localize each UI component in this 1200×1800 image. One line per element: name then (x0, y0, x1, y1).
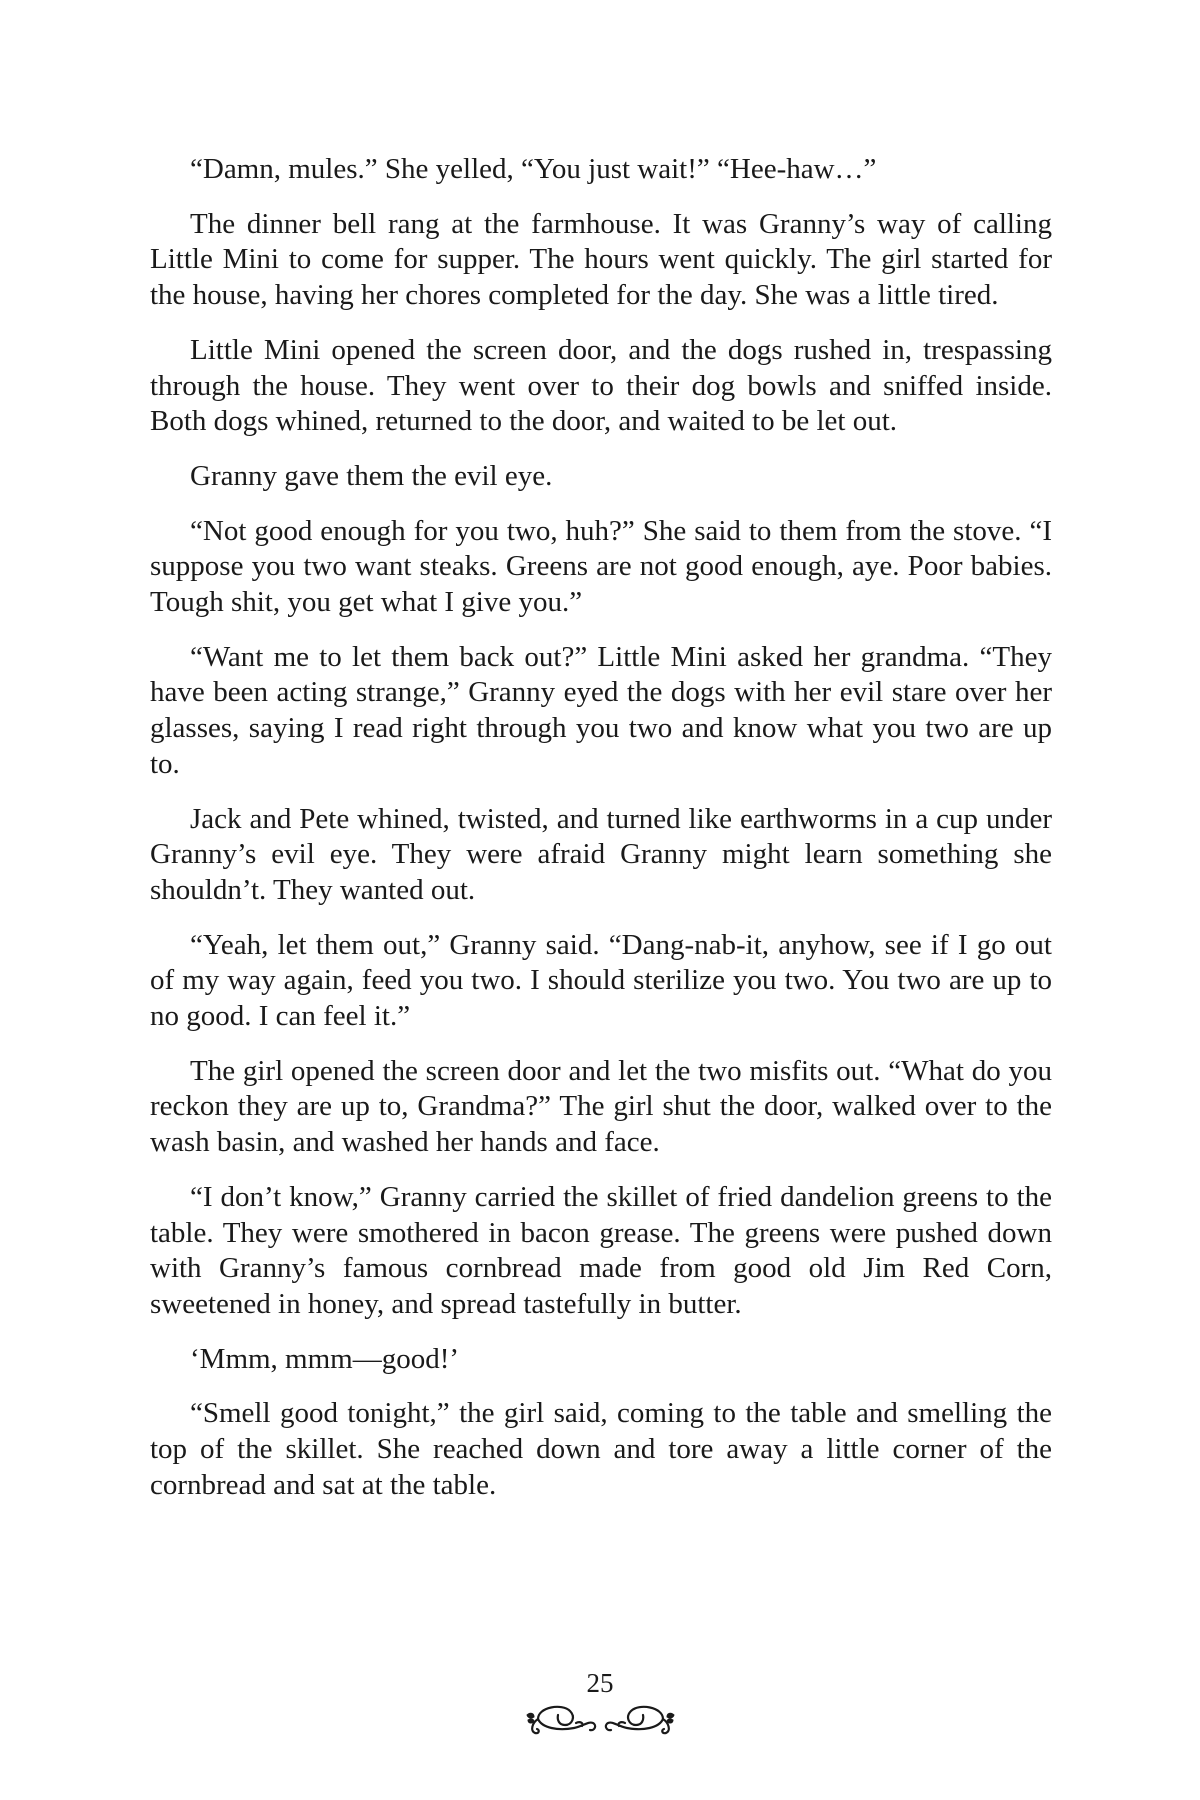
paragraph-9: The girl opened the screen door and let the two misfits out. “What do you reckon they are up to, Grandma?” The girl shut the door, walked over to the wash basin, and washed her hands and face. (150, 1054, 1052, 1159)
body-text (150, 152, 1052, 1504)
paragraph-3: Little Mini opened the screen door, and the dogs rushed in, trespassing through the house. They went over to their dog bowls and sniffed inside. Both dogs whined, returned to the door, and waited to be let out. (150, 333, 1052, 438)
paragraph-1: “Damn, mules.” She yelled, “You just wait!” “Hee-haw…” (190, 153, 877, 185)
paragraph-8: “Yeah, let them out,” Granny said. “Dang-nab-it, anyhow, see if I go out of my way again, feed you two. I should sterilize you two. You two are up to no good. I can feel it.” (150, 928, 1052, 1033)
paragraph-11: ‘Mmm, mmm—good!’ (190, 1342, 460, 1375)
flourish-ornament-icon (522, 1701, 679, 1737)
paragraph-5: “Not good enough for you two, huh?” She said to them from the stove. “I suppose you two want steaks. Greens are not good enough, aye. Poor babies. Tough shit, you get what I give you.” (150, 514, 1052, 619)
paragraph-2: The dinner bell rang at the farmhouse. It was Granny’s way of calling Little Mini to come for supper. The hours went quickly. The girl started for the house, having her chores completed for the day. She was a little tired. (150, 207, 1052, 312)
right-flourish (606, 1707, 674, 1733)
paragraph-10: “I don’t know,” Granny carried the skillet of fried dandelion greens to the table. They were smothered in bacon grease. The greens were pushed down with Granny’s famous cornbread made from good old Jim Red Corn, sweetened in honey, and spread tastefully in butter. (150, 1180, 1052, 1320)
left-flourish (527, 1707, 595, 1733)
page-number: 25 (586, 1668, 614, 1698)
paragraph-12: “Smell good tonight,” the girl said, coming to the table and smelling the top of the skillet. She reached down and tore away a little corner of the cornbread and sat at the table. (150, 1397, 1052, 1501)
paragraph-4: Granny gave them the evil eye. (190, 459, 553, 492)
paragraph-7: Jack and Pete whined, twisted, and turned like earthworms in a cup under Granny’s evil eye. They were afraid Granny might learn something she shouldn’t. They wanted out. (150, 802, 1052, 906)
paragraph-6: “Want me to let them back out?” Little Mini asked her grandma. “They have been acting strange,” Granny eyed the dogs with her evil stare over her glasses, saying I read right through you two and know what you two are up to. (150, 640, 1052, 780)
